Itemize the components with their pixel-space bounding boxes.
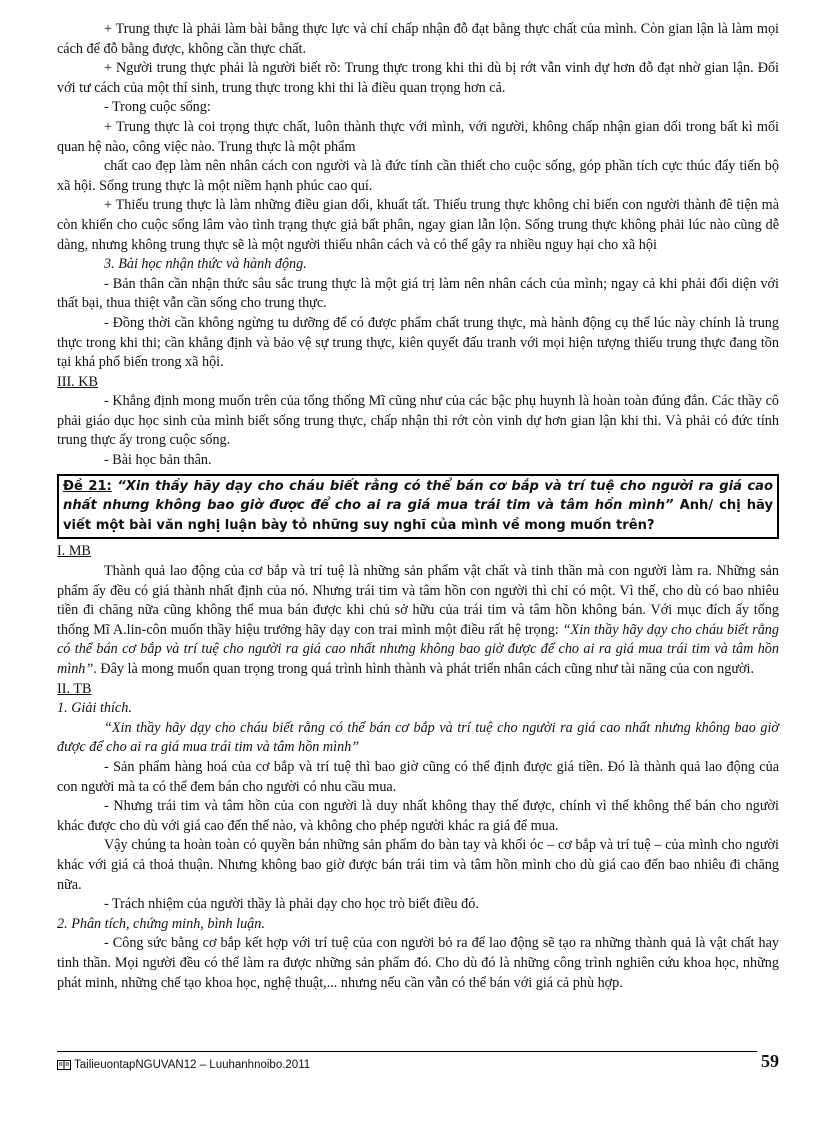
mb-paragraph xyxy=(57,562,779,680)
section-title-1: 1. Giải thích. xyxy=(57,700,132,717)
section-1-quote: “Xin thầy hãy dạy cho cháu biết rằng có thể bán cơ bắp và trí tuệ cho người ra giá cao nhất nhưng không bao giờ được để cho ai ra giá mua trái tim và tâm hồn mình” xyxy=(57,719,779,756)
paragraph: - Nhưng trái tim và tâm hồn của con người là duy nhất không thay thế được, chính vì thế không thể bán cho người khác được cho dù với giá cao đến thế nào, và không cho phép người khác ra giá để mua. xyxy=(57,798,779,834)
exercise-label: Đề 21: xyxy=(63,478,112,494)
paragraph: - Sản phẩm hàng hoá của cơ bắp và trí tuệ thì bao giờ cũng có thể định được giá tiền. Đó là thành quả lao động của con người mà ta có thể đem bán cho người có nhu cầu mua. xyxy=(57,758,779,795)
heading-tb: II. TB xyxy=(57,680,92,697)
paragraph: - Khẳng định mong muốn trên của tổng thống Mĩ cũng như của các bậc phụ huynh là hoàn toàn đúng đắn. Các thầy cô phải giáo dục học sinh của mình biết sống trung thực, chấp nhận thi rớt còn vinh dự hơn gian lận khi thi. Và phải có đức tính trung thực ấy trong cuộc sống. xyxy=(57,393,779,449)
page-footer xyxy=(57,1051,779,1077)
paragraph: - Trách nhiệm của người thầy là phải dạy cho học trò biết điều đó. xyxy=(104,896,479,913)
footer-text: TailieuontapNGUVAN12 – Luuhanhnoibo.2011 xyxy=(74,1059,311,1071)
paragraph: - Bản thân cần nhận thức sâu sắc trung thực là một giá trị làm nên nhân cách của mình; ngay cả khi phải đối diện với thất bại, thua thiệt vẫn cần sống cho trung thực. xyxy=(57,275,779,312)
paragraph: - Đồng thời cần không ngừng tu dưỡng để có được phẩm chất trung thực, mà hành động cụ thể lúc này chính là trung thực trong khi thi; cần khẳng định và bảo vệ sự trung thực, kiên quyết đấu tranh với mọi hiện tượng thiếu trung thực đang tồn tại khá phổ biến trong xã hội. xyxy=(57,314,779,371)
paragraph: + Người trung thực phải là người biết rõ: Trung thực trong khi thi dù bị rớt vẫn vinh dự hơn đỗ đạt nhờ gian lận. Đối với tư cách của một thí sinh, trung thực trong khi thi là điều quan trọng hơn cả. xyxy=(57,60,779,96)
document-page xyxy=(57,20,779,993)
section-title-2: 2. Phân tích, chứng minh, bình luận. xyxy=(57,915,265,932)
footer-left xyxy=(57,1057,310,1073)
mb-text-1: Thành quả lao động của cơ bắp và trí tuệ là những sản phẩm vật chất và tinh thần mà con người làm ra. Những sản phẩm ấy đều có giá thành nhất định của nó. Nhưng trái tim và tâm hồn con người thì chỉ có một. Vì thế, cho dù có bao nhiêu tiền đi chăng nữa cũng không thể mua bán được khi chủ sở hữu của trái tim và tâm hồn không bán. Với mục đích ấy tổng thống Mĩ A.lin-côn muốn thầy hiệu trưởng hãy dạy con trai mình một điều rất hệ trọng: xyxy=(57,563,779,638)
paragraph: - Bài học bản thân. xyxy=(104,452,212,469)
paragraph: chất cao đẹp làm nên nhân cách con người và là đức tính cần thiết cho cuộc sống, góp phần tích cực thúc đẩy tiến bộ xã hội. Sống trung thực là một niềm hạnh phúc cao quí. xyxy=(57,158,779,194)
paragraph: + Thiếu trung thực là làm những điều gian dối, khuất tất. Thiếu trung thực không chỉ biến con người thành đê tiện mà còn khiến cho cuộc sống lâm vào tình trạng thực giả bất phân, ngay gian lẫn lộn. Sống trung thực không phải lúc nào cũng dễ dàng, nhưng không trung thực sẽ là một người thiếu nhân cách và có thể gây ra nhiều nguy hại cho xã hội xyxy=(57,197,779,253)
paragraph: + Trung thực là coi trọng thực chất, luôn thành thực với mình, với người, không chấp nhận gian dối trong bất kì mối quan hệ nào, công việc nào. Trung thực là một phẩm xyxy=(57,118,779,155)
section-title-3: 3. Bài học nhận thức và hành động. xyxy=(104,256,307,273)
exercise-quote: “Xin thầy hãy dạy cho cháu biết rằng có thể bán cơ bắp và trí tuệ cho người ra giá cao nhất nhưng không bao giờ được để cho ai ra giá mua trái tim và tâm hồn mình” xyxy=(63,478,774,514)
paragraph: - Công sức bằng cơ bắp kết hợp với trí tuệ của con người bỏ ra để lao động sẽ tạo ra những thành quả là vật chất hay tinh thần. Mọi người đều có thể làm ra được những sản phẩm đó. Cho dù đó là những công trình nghiên cứu khoa học, những phát minh, những chế tạo khoa học, nghệ thuật,... nhưng nếu cần vẫn có thể bán với giá cả phù hợp. xyxy=(57,935,779,991)
mb-quote: “Xin thầy hãy dạy cho cháu biết rằng có thể bán cơ bắp và trí tuệ cho người ra giá cao nhất nhưng không bao giờ được để cho ai ra giá mua trái tim và tâm hồn mình” xyxy=(57,621,779,677)
exercise-prompt: Anh/ chị hãy viết một bài văn nghị luận bày tỏ những suy nghĩ của mình về mong muốn trên? xyxy=(63,498,773,533)
page-number: 59 xyxy=(761,1051,779,1071)
paragraph: Vậy chúng ta hoàn toàn có quyền bán những sản phẩm do bàn tay và khối óc – cơ bắp và trí tuệ – của mình cho người khác với giá cả thoả thuận. Nhưng không bao giờ được bán trái tim và tâm hồn mình cho dù giá cao đến bao nhiêu đi chăng nữa. xyxy=(57,837,779,893)
paragraph: - Trong cuộc sống: xyxy=(104,99,211,116)
heading-mb: I. MB xyxy=(57,543,91,560)
paragraph: + Trung thực là phải làm bài bằng thực lực và chỉ chấp nhận đỗ đạt bằng thực chất của mình. Còn gian lận là làm mọi cách để đỗ bằng được, không cần thực chất. xyxy=(57,21,779,57)
mb-text-2: . Đây là mong muốn quan trọng trong quá trình hình thành và phát triển nhân cách cũng như tài năng của con người. xyxy=(93,661,755,677)
exercise-box xyxy=(57,474,779,540)
footer-divider xyxy=(57,1051,757,1052)
heading-kb: III. KB xyxy=(57,373,98,390)
book-icon xyxy=(57,1060,71,1070)
